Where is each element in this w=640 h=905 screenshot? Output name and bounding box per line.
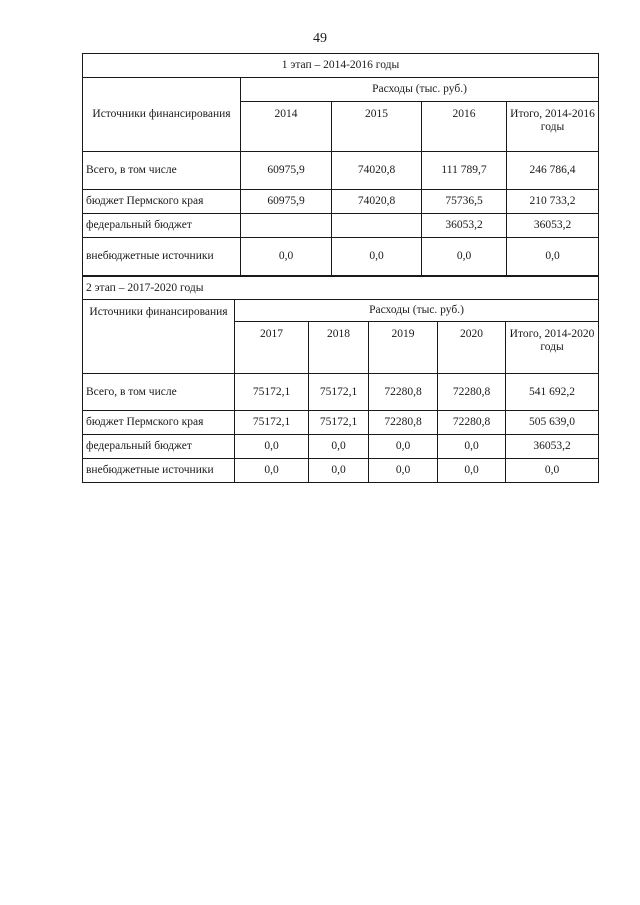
stage1-year-header: 2016 <box>422 102 507 152</box>
cell-value: 72280,8 <box>369 411 438 435</box>
cell-value: 75172,1 <box>235 411 309 435</box>
row-label: внебюджетные источники <box>83 238 241 276</box>
stage2-expenses-header: Расходы (тыс. руб.) <box>235 300 599 322</box>
cell-value: 0,0 <box>507 238 599 276</box>
cell-value: 75172,1 <box>309 374 369 411</box>
table-row <box>83 374 599 411</box>
cell-value: 0,0 <box>241 238 332 276</box>
cell-value: 0,0 <box>309 435 369 459</box>
stage2-table <box>82 276 599 483</box>
cell-value: 60975,9 <box>241 152 332 190</box>
cell-value: 0,0 <box>369 435 438 459</box>
stage2-source-header: Источники финансирования <box>83 300 235 374</box>
cell-value: 72280,8 <box>369 374 438 411</box>
cell-value: 72280,8 <box>438 411 506 435</box>
row-label: Всего, в том числе <box>83 152 241 190</box>
row-label: бюджет Пермского края <box>83 190 241 214</box>
cell-value: 36053,2 <box>507 214 599 238</box>
cell-value: 36053,2 <box>422 214 507 238</box>
stage1-title: 1 этап – 2014-2016 годы <box>83 54 599 78</box>
stage2-total-header: Итого, 2014-2020 годы <box>506 322 599 374</box>
stage1-expenses-header: Расходы (тыс. руб.) <box>241 78 599 102</box>
cell-value: 0,0 <box>369 459 438 483</box>
stage2-year-header: 2018 <box>309 322 369 374</box>
table-row <box>83 459 599 483</box>
cell-value: 0,0 <box>309 459 369 483</box>
cell-value: 0,0 <box>506 459 599 483</box>
stage1-table <box>82 53 599 276</box>
cell-value: 75172,1 <box>309 411 369 435</box>
cell-value: 541 692,2 <box>506 374 599 411</box>
cell-value <box>241 214 332 238</box>
stage1-year-header: 2014 <box>241 102 332 152</box>
row-label: федеральный бюджет <box>83 214 241 238</box>
table-row <box>83 435 599 459</box>
stage2-title: 2 этап – 2017-2020 годы <box>83 277 599 300</box>
cell-value: 36053,2 <box>506 435 599 459</box>
cell-value <box>332 214 422 238</box>
row-label: федеральный бюджет <box>83 435 235 459</box>
cell-value: 0,0 <box>332 238 422 276</box>
row-label: внебюджетные источники <box>83 459 235 483</box>
stage1-total-header: Итого, 2014-2016 годы <box>507 102 599 152</box>
stage2-year-header: 2020 <box>438 322 506 374</box>
page-number: 49 <box>313 31 327 46</box>
cell-value: 75172,1 <box>235 374 309 411</box>
cell-value: 74020,8 <box>332 152 422 190</box>
cell-value: 60975,9 <box>241 190 332 214</box>
cell-value: 111 789,7 <box>422 152 507 190</box>
cell-value: 0,0 <box>438 435 506 459</box>
cell-value: 75736,5 <box>422 190 507 214</box>
table-row <box>83 214 599 238</box>
cell-value: 505 639,0 <box>506 411 599 435</box>
row-label: Всего, в том числе <box>83 374 235 411</box>
table-row <box>83 190 599 214</box>
stage2-year-header: 2019 <box>369 322 438 374</box>
table-row <box>83 411 599 435</box>
cell-value: 0,0 <box>235 435 309 459</box>
table-row <box>83 152 599 190</box>
cell-value: 246 786,4 <box>507 152 599 190</box>
cell-value: 0,0 <box>422 238 507 276</box>
cell-value: 0,0 <box>235 459 309 483</box>
cell-value: 210 733,2 <box>507 190 599 214</box>
stage1-year-header: 2015 <box>332 102 422 152</box>
stage1-source-header: Источники финансирования <box>83 78 241 152</box>
table-row <box>83 238 599 276</box>
row-label: бюджет Пермского края <box>83 411 235 435</box>
cell-value: 0,0 <box>438 459 506 483</box>
cell-value: 72280,8 <box>438 374 506 411</box>
stage2-year-header: 2017 <box>235 322 309 374</box>
cell-value: 74020,8 <box>332 190 422 214</box>
